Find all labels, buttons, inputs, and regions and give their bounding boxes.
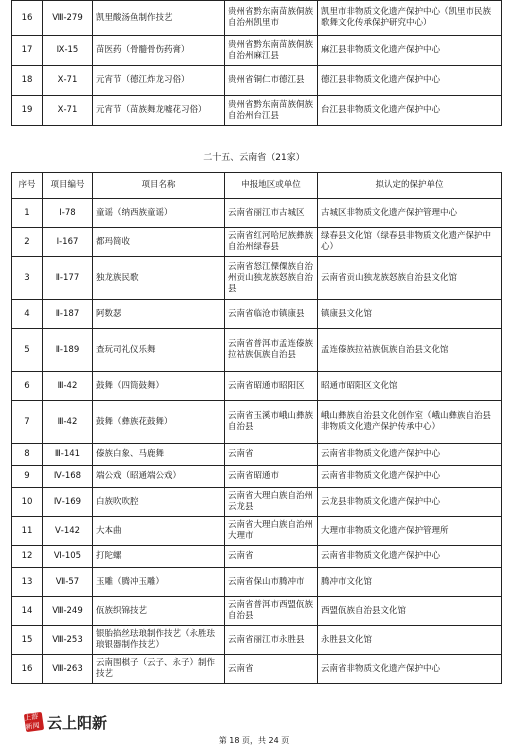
cell-name: 佤族织锦技艺 [93,597,225,626]
cell-area: 云南省玉溪市峨山彝族自治县 [225,401,318,444]
table-row [12,257,502,300]
cell-area: 云南省红河哈尼族彝族自治州绿春县 [225,228,318,257]
cell-name: 鼓舞（彝族花鼓舞） [93,401,225,444]
cell-no: 15 [12,626,43,655]
table-row [12,66,502,96]
table-row [12,655,502,684]
header-row [12,173,502,199]
cell-no: 6 [12,372,43,401]
cell-no: 16 [12,655,43,684]
cell-no: 13 [12,568,43,597]
logo-badge: 上游新闻 [24,712,44,732]
table-row [12,546,502,568]
cell-code: Ⅰ-78 [43,199,93,228]
table-row [12,488,502,517]
cell-no: 16 [12,1,43,36]
cell-area: 云南省怒江傈僳族自治州贡山独龙族怒族自治县 [225,257,318,300]
cell-no: 18 [12,66,43,96]
cell-area: 云南省保山市腾冲市 [225,568,318,597]
cell-area: 云南省大理白族自治州云龙县 [225,488,318,517]
cell-unit: 德江县非物质文化遗产保护中心 [318,66,502,96]
cell-unit: 峨山彝族自治县文化创作室（峨山彝族自治县非物质文化遗产保护传承中心） [318,401,502,444]
cell-unit: 云南省非物质文化遗产保护中心 [318,655,502,684]
table-row [12,96,502,126]
cell-name: 童谣（纳西族童谣） [93,199,225,228]
cell-no: 8 [12,444,43,466]
cell-area: 云南省昭通市 [225,466,318,488]
cell-no: 10 [12,488,43,517]
cell-unit: 昭通市昭阳区文化馆 [318,372,502,401]
cell-code: Ⅰ-167 [43,228,93,257]
cell-unit: 镇康县文化馆 [318,300,502,329]
cell-no: 14 [12,597,43,626]
cell-name: 元宵节（德江炸龙习俗） [93,66,225,96]
top-table [11,0,502,126]
table-row [12,1,502,36]
cell-code: Ⅹ-71 [43,96,93,126]
table-row [12,36,502,66]
cell-unit: 云南省非物质文化遗产保护中心 [318,466,502,488]
table-row [12,597,502,626]
cell-unit: 云南省非物质文化遗产保护中心 [318,546,502,568]
cell-unit: 云龙县非物质文化遗产保护中心 [318,488,502,517]
cell-code: Ⅷ-279 [43,1,93,36]
table-row [12,300,502,329]
table-row [12,401,502,444]
page-number: 第 18 页，共 24 页 [218,736,290,745]
cell-area: 云南省普洱市西盟佤族自治县 [225,597,318,626]
cell-unit: 西盟佤族自治县文化馆 [318,597,502,626]
cell-name: 傣族白象、马鹿舞 [93,444,225,466]
cell-area: 云南省普洱市孟连傣族拉祜族佤族自治县 [225,329,318,372]
logo [25,711,107,733]
cell-area: 贵州省黔东南苗族侗族自治州台江县 [225,96,318,126]
cell-no: 17 [12,36,43,66]
cell-no: 12 [12,546,43,568]
cell-code: Ⅷ-249 [43,597,93,626]
table-row [12,517,502,546]
cell-name: 凯里酸汤鱼制作技艺 [93,1,225,36]
header-code: 项目编号 [43,173,93,199]
cell-no: 3 [12,257,43,300]
cell-unit: 腾冲市文化馆 [318,568,502,597]
cell-area: 云南省丽江市古城区 [225,199,318,228]
cell-unit: 云南省非物质文化遗产保护中心 [318,444,502,466]
cell-name: 都玛简收 [93,228,225,257]
cell-code: Ⅱ-189 [43,329,93,372]
cell-no: 11 [12,517,43,546]
cell-name: 银胎掐丝珐琅制作技艺（永胜珐琅银器制作技艺） [93,626,225,655]
cell-area: 贵州省黔东南苗族侗族自治州凯里市 [225,1,318,36]
cell-unit: 台江县非物质文化遗产保护中心 [318,96,502,126]
top-table-body [12,1,502,126]
table-row [12,444,502,466]
cell-code: Ⅱ-187 [43,300,93,329]
cell-no: 19 [12,96,43,126]
logo-text: 云上阳新 [47,713,108,732]
cell-no: 9 [12,466,43,488]
cell-area: 云南省 [225,546,318,568]
cell-area: 云南省丽江市永胜县 [225,626,318,655]
cell-unit: 麻江县非物质文化遗产保护中心 [318,36,502,66]
table-row [12,329,502,372]
cell-unit: 云南省贡山独龙族怒族自治县文化馆 [318,257,502,300]
cell-name: 白族吹吹腔 [93,488,225,517]
header-area: 申报地区或单位 [225,173,318,199]
header-unit: 拟认定的保护单位 [318,173,502,199]
cell-unit: 古城区非物质文化遗产保护管理中心 [318,199,502,228]
cell-unit: 绿春县文化馆（绿春县非物质文化遗产保护中心） [318,228,502,257]
main-table [11,172,502,684]
cell-name: 鼓舞（四筒鼓舞） [93,372,225,401]
cell-no: 2 [12,228,43,257]
cell-name: 阿数瑟 [93,300,225,329]
cell-name: 大本曲 [93,517,225,546]
cell-code: Ⅳ-169 [43,488,93,517]
cell-unit: 永胜县文化馆 [318,626,502,655]
cell-code: Ⅲ-141 [43,444,93,466]
cell-area: 云南省昭通市昭阳区 [225,372,318,401]
cell-area: 贵州省铜仁市德江县 [225,66,318,96]
cell-unit: 凯里市非物质文化遗产保护中心（凯里市民族歌舞文化传承保护研究中心） [318,1,502,36]
cell-no: 1 [12,199,43,228]
cell-code: Ⅳ-168 [43,466,93,488]
table-row [12,568,502,597]
cell-code: Ⅲ-42 [43,401,93,444]
cell-code: Ⅹ-71 [43,66,93,96]
cell-code: Ⅶ-57 [43,568,93,597]
cell-area: 贵州省黔东南苗族侗族自治州麻江县 [225,36,318,66]
cell-unit: 大理市非物质文化遗产保护管理所 [318,517,502,546]
table-row [12,626,502,655]
section-title: 二十五、云南省（21家） [203,153,305,163]
cell-name: 端公戏（昭通端公戏） [93,466,225,488]
cell-code: Ⅲ-42 [43,372,93,401]
header-name: 项目名称 [93,173,225,199]
table-row [12,466,502,488]
cell-code: Ⅸ-15 [43,36,93,66]
cell-area: 云南省 [225,655,318,684]
cell-code: Ⅵ-105 [43,546,93,568]
cell-name: 玉雕（腾冲玉雕） [93,568,225,597]
cell-name: 云南围棋子（云子、永子）制作技艺 [93,655,225,684]
cell-area: 云南省临沧市镇康县 [225,300,318,329]
cell-name: 苗医药（骨髓骨伤药膏） [93,36,225,66]
cell-code: Ⅱ-177 [43,257,93,300]
cell-area: 云南省 [225,444,318,466]
cell-no: 5 [12,329,43,372]
main-table-body [12,199,502,684]
cell-name: 元宵节（苗族舞龙嘘花习俗） [93,96,225,126]
cell-unit: 孟连傣族拉祜族佤族自治县文化馆 [318,329,502,372]
header-no: 序号 [12,173,43,199]
cell-no: 4 [12,300,43,329]
table-row [12,228,502,257]
cell-no: 7 [12,401,43,444]
cell-name: 打陀螺 [93,546,225,568]
cell-code: Ⅴ-142 [43,517,93,546]
cell-area: 云南省大理白族自治州大理市 [225,517,318,546]
cell-name: 独龙族民歌 [93,257,225,300]
cell-name: 查玩司礼仪乐舞 [93,329,225,372]
cell-code: Ⅷ-253 [43,626,93,655]
cell-code: Ⅷ-263 [43,655,93,684]
table-row [12,199,502,228]
table-row [12,372,502,401]
